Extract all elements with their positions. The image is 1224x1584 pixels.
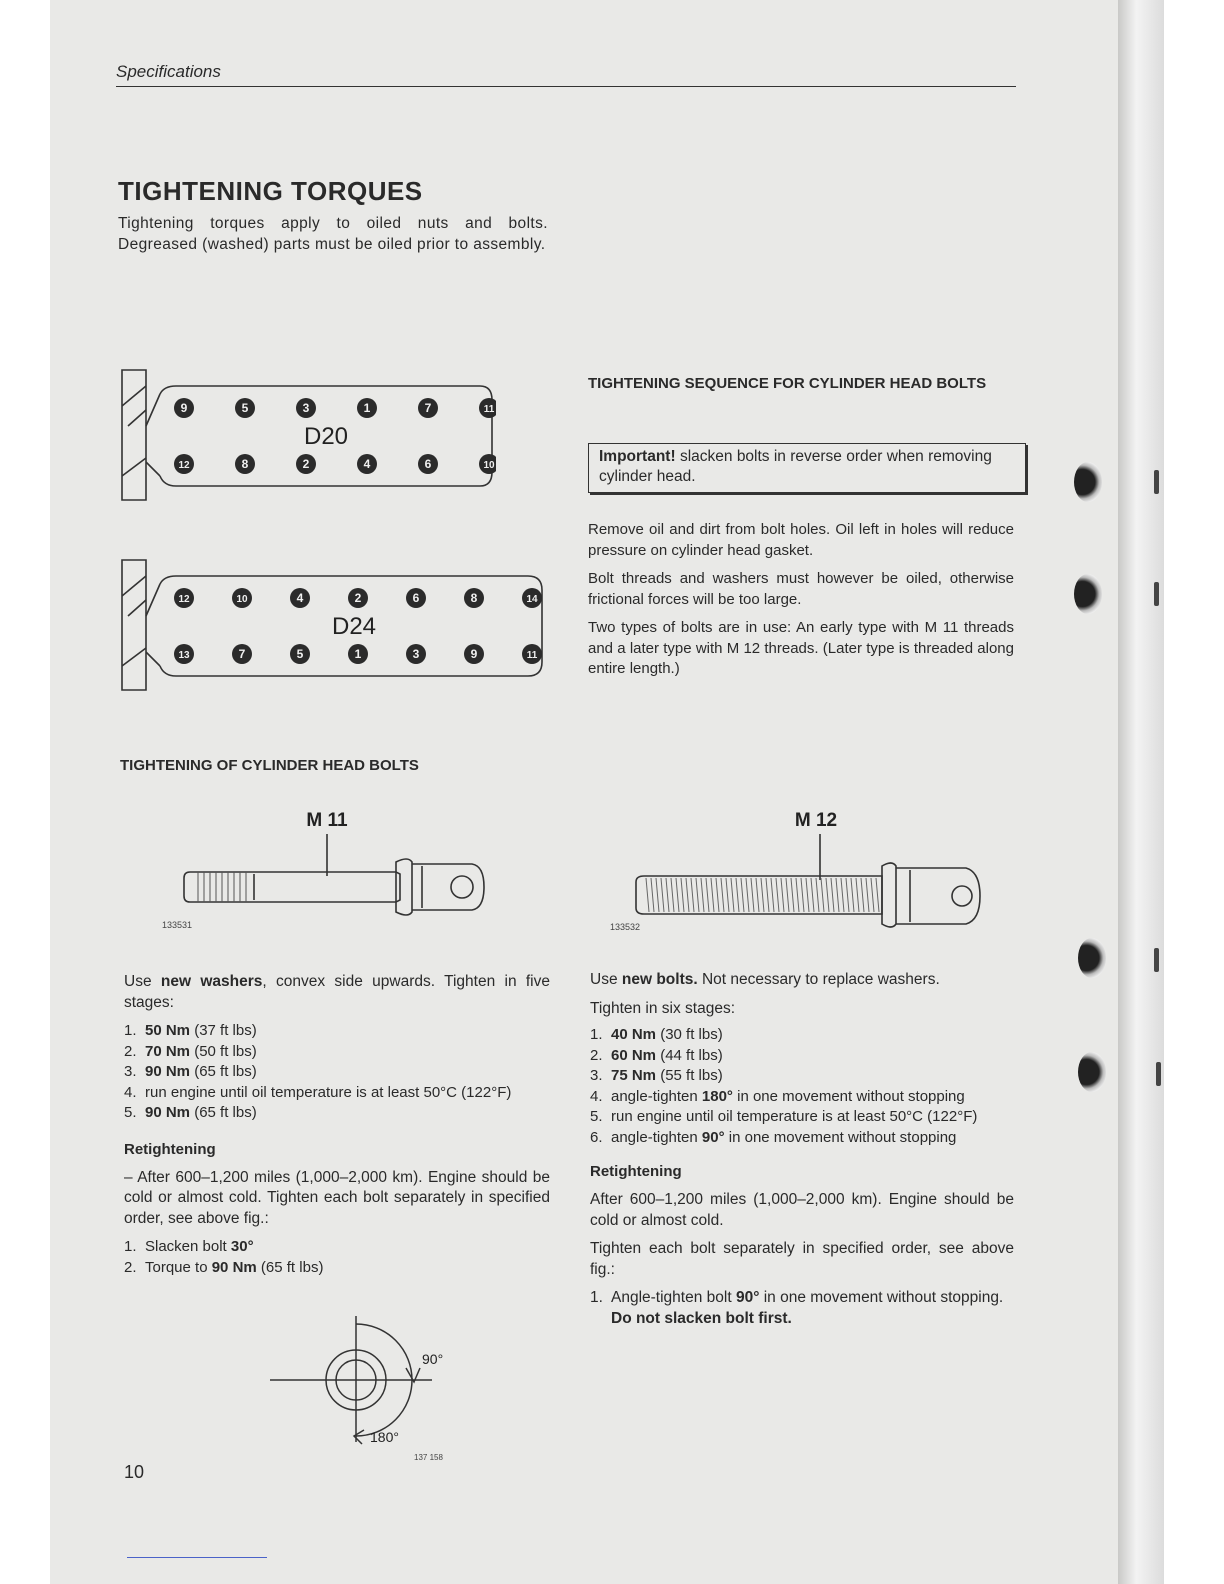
- important-note: [588, 443, 1026, 493]
- running-header: Specifications: [116, 62, 221, 81]
- bolt-number: 11: [526, 650, 538, 661]
- sequence-paragraph: Remove oil and dirt from bolt holes. Oil left in holes will reduce pressure on cylinder head gasket.: [588, 521, 1014, 559]
- bolt-number: 3: [412, 647, 420, 661]
- m12-step: 4. angle-tighten 180° in one movement without stopping: [590, 1087, 965, 1105]
- bolt-number: 2: [354, 591, 362, 605]
- intro-paragraph: Tightening torques apply to oiled nuts and bolts. Degreased (washed) parts must be oiled prior to assembly.: [118, 215, 548, 253]
- bolt-number: 3: [302, 401, 310, 415]
- binder-hole: [1074, 462, 1102, 502]
- d20-top-row: [174, 398, 496, 418]
- binder-mark: [1154, 948, 1159, 972]
- m12-label: M 12: [794, 810, 838, 831]
- m12-intro-bold: new bolts.: [621, 971, 698, 988]
- d20-label: D20: [303, 423, 349, 450]
- m12-step: 6. angle-tighten 90° in one movement without stopping: [590, 1128, 957, 1146]
- footer-rule: [127, 1557, 267, 1558]
- d24-bottom-row: [174, 644, 542, 664]
- bolt-number: 12: [178, 594, 190, 605]
- m12-step: 1. 40 Nm (30 ft lbs): [590, 1026, 723, 1043]
- m11-bolt-figure: [150, 804, 500, 934]
- angle-180-label: 180°: [370, 1429, 399, 1445]
- bolt-number: 9: [470, 647, 478, 661]
- page-title: TIGHTENING TORQUES: [118, 176, 423, 206]
- m12-retight-paragraph: After 600–1,200 miles (1,000–2,000 km). Engine should be cold or almost cold.: [590, 1191, 1014, 1229]
- bolt-number: 4: [363, 457, 371, 471]
- bolt-number: 7: [424, 401, 432, 415]
- m11-retightening-heading: Retightening: [124, 1140, 216, 1158]
- bolt-number: 5: [296, 647, 304, 661]
- m11-step: 4. run engine until oil temperature is at least 50°C (122°F): [124, 1083, 512, 1101]
- d20-bottom-row: [174, 454, 496, 474]
- bolt-number: 8: [470, 591, 478, 605]
- m11-intro-bold: new washers: [160, 973, 263, 990]
- angle-diagram: [268, 1310, 468, 1466]
- binder-mark: [1156, 1062, 1161, 1086]
- page-number: 10: [124, 1462, 145, 1482]
- m11-instructions: [124, 972, 550, 1278]
- sequence-heading: TIGHTENING SEQUENCE FOR CYLINDER HEAD BOLTS: [588, 375, 987, 392]
- binder-hole: [1078, 1052, 1106, 1092]
- d24-label: D24: [331, 613, 377, 640]
- header-rule: [116, 86, 1016, 87]
- angle-90-label: 90°: [422, 1351, 444, 1367]
- bolts-heading: TIGHTENING OF CYLINDER HEAD BOLTS: [120, 757, 419, 774]
- m11-retight-step: 2. Torque to 90 Nm (65 ft lbs): [124, 1258, 324, 1276]
- m12-step: 3. 75 Nm (55 ft lbs): [590, 1067, 723, 1084]
- m12-fig-number: 133532: [610, 922, 641, 932]
- bolt-number: 1: [363, 401, 371, 415]
- binder-hole: [1074, 574, 1102, 614]
- m11-steps: [124, 1021, 550, 1124]
- m12-step: 2. 60 Nm (44 ft lbs): [590, 1046, 723, 1064]
- bolt-number: 7: [238, 647, 246, 661]
- m12-step: 5. run engine until oil temperature is at least 50°C (122°F): [590, 1108, 978, 1125]
- angle-fig-number: 137 158: [414, 1453, 443, 1462]
- m11-fig-number: 133531: [162, 920, 193, 930]
- binder-mark: [1154, 582, 1159, 606]
- m12-instructions: [590, 970, 1014, 1329]
- page-edge: [1118, 0, 1164, 1584]
- binder-hole: [1078, 938, 1106, 978]
- important-label: Important!: [599, 448, 676, 465]
- bolt-number: 9: [180, 401, 188, 415]
- m12-stages: Tighten in six stages:: [590, 999, 736, 1017]
- m11-step: 1. 50 Nm (37 ft lbs): [124, 1022, 257, 1039]
- m11-label: M 11: [306, 810, 348, 831]
- sequence-paragraphs: [588, 520, 1014, 688]
- m11-retight-step: 1. Slacken bolt 30°: [124, 1238, 254, 1255]
- m11-retightening-text: – After 600–1,200 miles (1,000–2,000 km). Engine should be cold or almost cold. Tighten each bolt separately in specified order, see above fig.:: [124, 1168, 550, 1227]
- m11-intro: Use new washers, convex side upwards. Tighten in five stages:: [124, 973, 550, 1011]
- m12-bolt-figure: [600, 804, 990, 934]
- m11-step: 5. 90 Nm (65 ft lbs): [124, 1104, 257, 1121]
- m12-intro: Use new bolts. Not necessary to replace washers.: [590, 971, 940, 988]
- m12-retightening-steps: [590, 1288, 1014, 1329]
- bolt-number: 6: [412, 591, 420, 605]
- important-text: slacken bolts in reverse order when removing cylinder head.: [599, 448, 992, 485]
- m11-step: 2. 70 Nm (50 ft lbs): [124, 1042, 257, 1060]
- sequence-paragraph: Bolt threads and washers must however be oiled, otherwise frictional forces will be too large.: [588, 570, 1014, 608]
- bolt-number: 1: [354, 647, 362, 661]
- m11-retightening-steps: [124, 1237, 550, 1278]
- bolt-number: 6: [424, 457, 432, 471]
- bolt-number: 11: [483, 404, 495, 415]
- sequence-paragraph: Two types of bolts are in use: An early type with M 11 threads and a later type with M 12 threads. (Later type is threaded along entire length.): [588, 619, 1014, 677]
- bolt-number: 14: [526, 594, 538, 605]
- bolt-number: 10: [236, 594, 248, 605]
- m12-retight-step: 1. Angle-tighten bolt 90° in one movement without stopping. Do not slacken bolt first.: [590, 1289, 1004, 1327]
- bolt-number: 2: [302, 457, 310, 471]
- binder-mark: [1154, 470, 1159, 494]
- d20-bolt-diagram: [116, 366, 496, 506]
- m12-retightening-text: [590, 1190, 1014, 1280]
- m12-retight-paragraph: Tighten each bolt separately in specified order, see above fig.:: [590, 1240, 1014, 1278]
- bolt-number: 4: [296, 591, 304, 605]
- bolt-number: 8: [241, 457, 249, 471]
- bolt-number: 10: [483, 460, 495, 471]
- bolt-number: 5: [241, 401, 249, 415]
- m12-steps: [590, 1025, 1014, 1148]
- m11-step: 3. 90 Nm (65 ft lbs): [124, 1063, 257, 1080]
- d24-top-row: [174, 588, 542, 608]
- d24-bolt-diagram: [116, 556, 556, 696]
- bolt-number: 13: [178, 650, 190, 661]
- bolt-number: 12: [178, 460, 190, 471]
- m12-retight-note: Do not slacken bolt first.: [611, 1309, 792, 1327]
- m12-retightening-heading: Retightening: [590, 1163, 682, 1180]
